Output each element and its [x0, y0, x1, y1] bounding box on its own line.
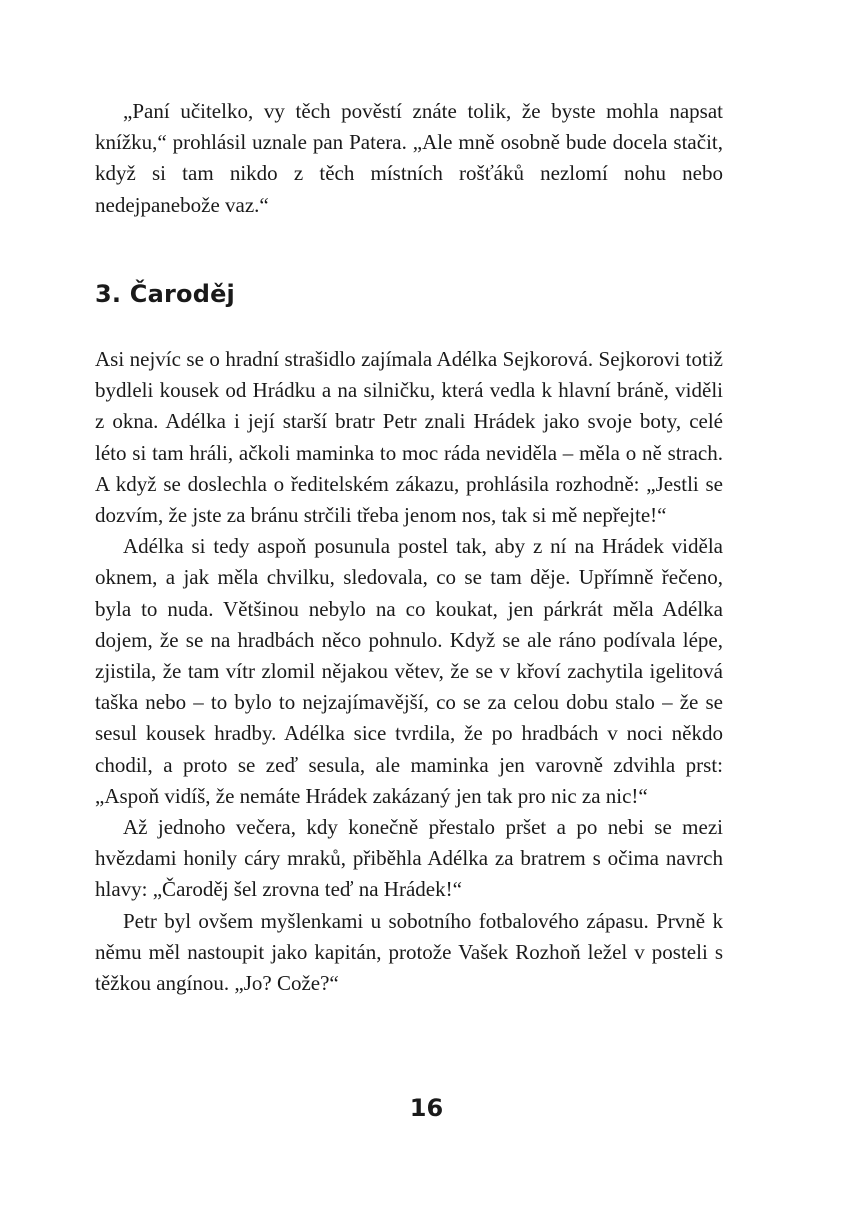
paragraph-1: Asi nejvíc se o hradní strašidlo zajímala Adélka Sejkorová. Sejkorovi totiž bydleli kousek od Hrádku a na silničku, která vedla k hlavní bráně, viděli z okna. Adélka i její starší bratr Petr znali Hrádek jako svoje boty, celé léto si tam hráli, ačkoli maminka to moc ráda neviděla – měla o ně strach. A když se doslechla o ředitelském zákazu, prohlásila rozhodně: „Jestli se dozvím, že jste za bránu strčili třeba jenom nos, tak si mě nepřejte!“ — [95, 347, 723, 528]
chapter-title: 3. Čaroděj — [95, 280, 235, 308]
chapter-body — [95, 344, 723, 999]
paragraph-4: Petr byl ovšem myšlenkami u sobotního fotbalového zápasu. Prvně k němu měl nastoupit jako kapitán, protože Vašek Rozhoň ležel v posteli s těžkou angínou. „Jo? Cože?“ — [95, 908, 723, 996]
intro-paragraph: „Paní učitelko, vy těch pověstí znáte tolik, že byste mohla napsat knížku,“ prohlásil uznale pan Patera. „Ale mně osobně bude docela stačit, když si tam nikdo z těch místních rošťáků nezlomí nohu nebo nedejpanebože vaz.“ — [95, 99, 723, 217]
page-number: 16 — [409, 1094, 444, 1122]
paragraph-2: Adélka si tedy aspoň posunula postel tak, aby z ní na Hrádek viděla oknem, a jak měla chvilku, sledovala, co se tam děje. Upřímně řečeno, byla to nuda. Většinou nebylo na co koukat, jen párkrát měla Adélka dojem, že se na hradbách něco pohnulo. Když se ale ráno podívala lépe, zjistila, že tam vítr zlomil nějakou větev, že se v křoví zachytila igelitová taška nebo – to bylo to nejzajímavější, co se za celou dobu stalo – že se sesul kousek hradby. Adélka sice tvrdila, že po hradbách v noci někdo chodil, a proto se zeď sesula, ale maminka jen varovně zdvihla prst: „Aspoň vidíš, že nemáte Hrádek zakázaný jen tak pro nic za nic!“ — [95, 534, 723, 808]
intro-text-block — [95, 96, 723, 221]
paragraph-3: Až jednoho večera, kdy konečně přestalo pršet a po nebi se mezi hvězdami honily cáry mraků, přiběhla Adélka za bratrem s očima navrch hlavy: „Čaroděj šel zrovna teď na Hrádek!“ — [95, 815, 723, 902]
